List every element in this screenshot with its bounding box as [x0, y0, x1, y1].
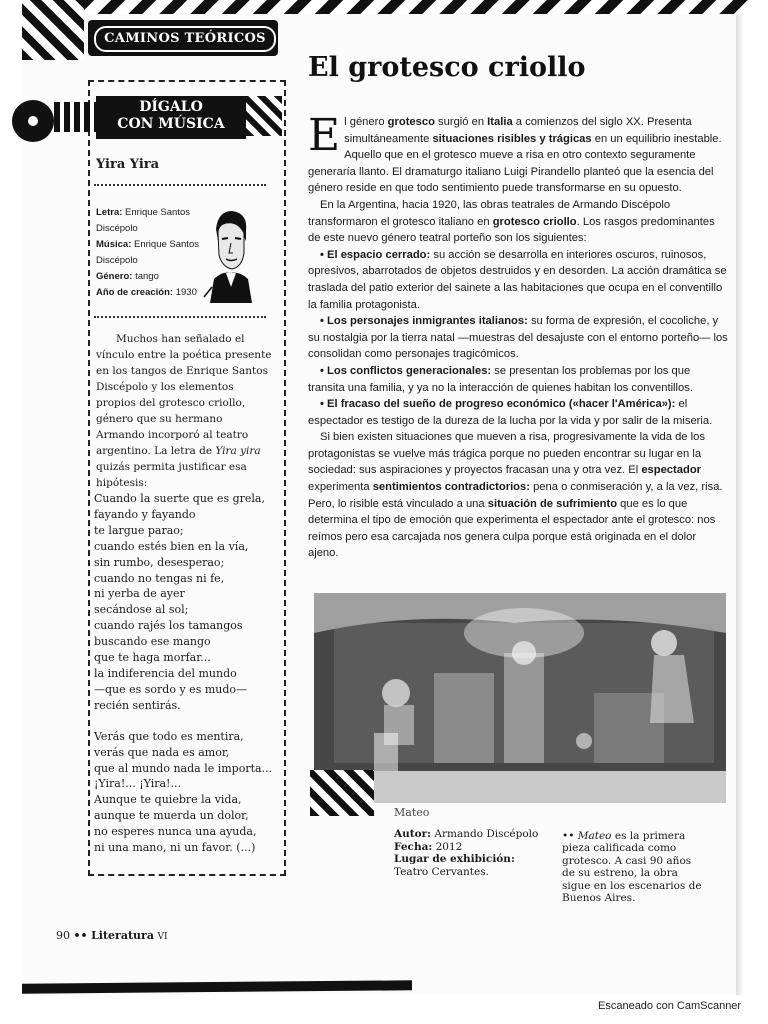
page-edge-shadow: [736, 0, 744, 995]
verse-line: verás que nada es amor,: [94, 745, 230, 759]
footer-subject: Literatura: [91, 929, 154, 942]
music-banner-line2: CON MÚSICA: [117, 116, 225, 132]
verse-line: cuando no tengas ni fe,: [94, 571, 225, 585]
song-title: Yira Yira: [96, 157, 160, 172]
page-number: 90: [56, 929, 70, 942]
verse-line: Aunque te quiebre la vida,: [94, 793, 242, 807]
stripes-decoration: [246, 96, 282, 136]
verse-line: secándose al sol;: [94, 603, 189, 617]
verse-line: Verás que todo es mentira,: [94, 729, 244, 743]
verse-line: aunque te muerda un dolor,: [94, 809, 249, 823]
section-banner: [88, 20, 278, 56]
verse-line: no esperes nunca una ayuda,: [94, 825, 257, 839]
divider: [94, 184, 266, 186]
music-banner-line1: DÍGALO: [139, 99, 203, 115]
bullet-personajes: • Los personajes inmigrantes italianos: su forma de expresión, el cocoliche, y su nostalgia por la tierra natal —muestras del desajuste con el entorno porteño— los consolidan como personajes tragicómicos.: [308, 315, 728, 361]
article-title: El grotesco criollo: [308, 52, 586, 83]
verse-line: cuando rajés los tamangos: [94, 619, 243, 633]
page-footer: [56, 929, 168, 942]
credit-music: Música: Enrique Santos Discépolo: [96, 239, 199, 266]
vinyl-disc-hole: [28, 116, 38, 126]
credit-genre: Género: tango: [96, 271, 159, 282]
chevron-decoration: [22, 0, 84, 60]
verse-line: te largue parao;: [94, 523, 184, 537]
verse-line: sin rumbo, desesperao;: [94, 555, 225, 569]
music-banner: [96, 96, 246, 139]
verse-line: cuando estés bien en la vía,: [94, 539, 249, 553]
verse-line: la indiferencia del mundo: [94, 666, 237, 680]
verse-line: ¡Yira!... ¡Yira!...: [94, 777, 181, 791]
paragraph-conclusion: Si bien existen situaciones que mueven a risa, progresivamente la vida de los protagonistas se vuelve más trágica porque no pueden encontrar su lugar en la sociedad: sus aspiraciones y proyectos fracasan una y otra vez. El espectador experimenta sentimientos contradictorios: pena o conmiseración y, a la vez, risa. Pero, lo risible está vinculado a una situación de sufrimiento que es lo que determina el tipo de emoción que experimenta el espectador ante el grotesco: nos reímos pero esa carcajada nos genera culpa porque está originada en el dolor ajeno.: [308, 431, 723, 560]
footer-level: VI: [157, 932, 168, 942]
song-lyrics: [94, 491, 280, 856]
photo-note: •• Mateo es la primera pieza calificada como grotesco. A casi 90 años de su estreno, la obra sigue en los escenarios de Buenos Aires.: [562, 830, 702, 905]
stripes-decoration: [310, 770, 374, 816]
bullet-fracaso: • El fracaso del sueño de progreso económico («hacer l'América»): el espectador es testigo de la dureza de la lucha por la vida y por salir de la miseria.: [308, 398, 713, 427]
top-stripes-decoration: [80, 0, 750, 14]
section-banner-label: CAMINOS TEÓRICOS: [94, 26, 276, 52]
verse-line: buscando ese mango: [94, 635, 211, 649]
bullet-conflictos: • Los conflictos generacionales: se presentan los problemas por los que transita una familia, y ya no la interacción de quienes habitan los conventillos.: [308, 364, 693, 394]
verse-line: —que es sordo y es mudo—: [94, 682, 248, 696]
verse-line: Cuando la suerte que es grela,: [94, 492, 265, 505]
photo-caption: Mateo: [394, 806, 430, 819]
credit-year: Año de creación: 1930: [96, 287, 197, 298]
article-body: [308, 110, 728, 562]
verse-line: que te haga morfar...: [94, 651, 211, 665]
credit-lyrics: Letra: Enrique Santos Discépolo: [96, 207, 191, 234]
paragraph-intro: El género grotesco surgió en Italia a comienzos del siglo XX. Presenta simultáneamente situaciones risibles y trágicas en un equilibrio inestable. Aquello que en el grotesco mueve a risa en otro contexto seguramente generaría llanto. El dramaturgo italiano Luigi Pirandello planteó que la esencia del género reside en que todo sentimiento puede transformarse en su opuesto.: [308, 110, 722, 195]
composer-portrait: [200, 207, 258, 303]
drop-cap: E: [308, 110, 341, 161]
scanner-watermark: Escaneado con CamScanner: [598, 1000, 742, 1012]
footer-dots: ••: [73, 929, 88, 942]
divider: [94, 316, 266, 318]
verse-line: recién sentirás.: [94, 698, 181, 712]
verse-line: ni yerba de ayer: [94, 587, 185, 601]
paragraph-argentina: En la Argentina, hacia 1920, las obras teatrales de Armando Discépolo transformaron el grotesco italiano en grotesco criollo. Los rasgos predominantes de este nuevo género teatral porteño son los siguientes:: [308, 198, 715, 245]
song-credits: [96, 205, 214, 301]
arrows-decoration: [54, 102, 96, 132]
verse-line: ni una mano, ni un favor. (...): [94, 841, 256, 855]
verse-line: que al mundo nada le importa...: [94, 761, 273, 775]
photo-credits: Autor: Armando Discépolo Fecha: 2012 Lugar de exhibición: Teatro Cervantes.: [394, 828, 539, 878]
verse-line: fayando y fayando: [94, 507, 196, 521]
play-photo: [314, 593, 726, 803]
sidebar-intro: Muchos han señalado el vínculo entre la poética presente en los tangos de Enrique Santos Discépolo y los elementos propios del grotesco criollo, género que su hermano Armando incorporó al teatro argentino. La letra de Yira yira quizás permita justificar esa hipótesis:: [96, 333, 272, 489]
bullet-espacio: • El espacio cerrado: su acción se desarrolla en interiores oscuros, ruinosos, opresivos, abarrotados de objetos destruidos y en desorden. La acción dramática se traslada del patio exterior del sainete a las habitaciones que ocupa en el conventillo la familia protagonista.: [308, 248, 727, 311]
